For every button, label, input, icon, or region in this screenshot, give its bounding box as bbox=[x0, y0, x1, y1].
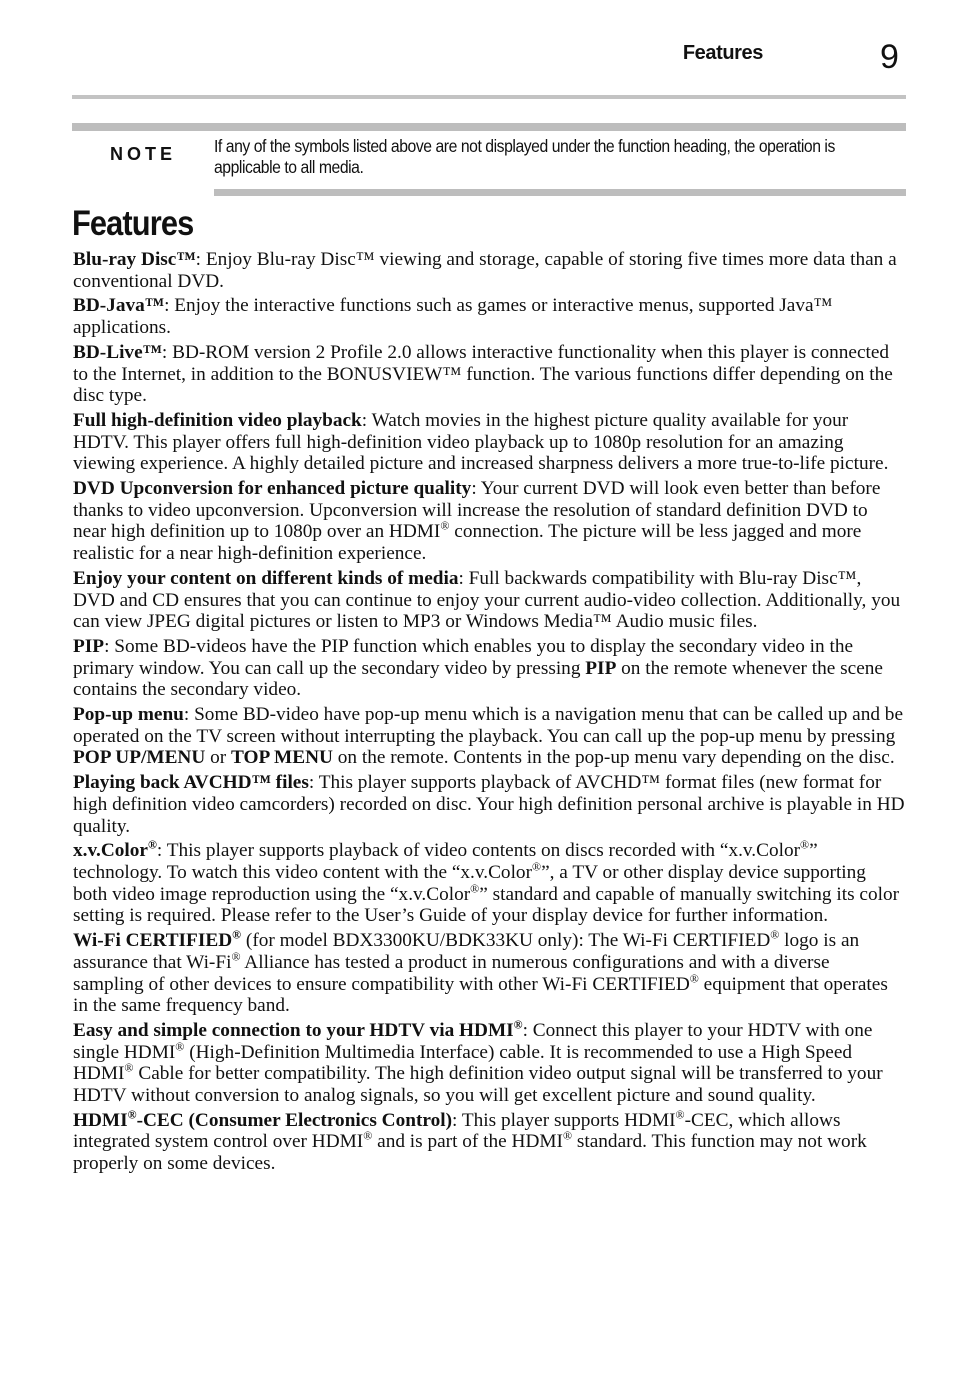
feature-term: Playing back AVCHD™ files bbox=[73, 772, 309, 794]
registered-mark: ® bbox=[532, 859, 542, 874]
feature-term: Easy and simple connection to your HDTV via HDMI® bbox=[73, 1017, 523, 1041]
note-top-bar bbox=[72, 123, 906, 131]
feature-item bbox=[73, 772, 905, 837]
registered-mark: ® bbox=[440, 519, 450, 534]
feature-item bbox=[73, 295, 905, 338]
registered-mark: ® bbox=[175, 1039, 185, 1054]
feature-item bbox=[73, 410, 905, 475]
feature-term: BD-Live™ bbox=[73, 341, 162, 363]
feature-term: DVD Upconversion for enhanced picture quality bbox=[73, 478, 472, 500]
registered-mark: ® bbox=[470, 881, 480, 896]
registered-mark: ® bbox=[231, 949, 241, 964]
registered-mark: ® bbox=[124, 1060, 134, 1075]
header-rule bbox=[72, 95, 906, 99]
feature-description: : Your current DVD will look even better than before thanks to video upconversion. Upconversion will increase the resolution of standard definition DVD to near high definition up to 1080p over an HDMI® connection. The picture will be less jagged and more realistic for a near high-definition experience. bbox=[73, 478, 881, 565]
registered-mark: ® bbox=[127, 1107, 137, 1122]
feature-item bbox=[73, 249, 905, 292]
button-name: PIP bbox=[585, 657, 617, 679]
feature-description: : Enjoy the interactive functions such as games or interactive menus, supported Java™ applications. bbox=[73, 295, 833, 339]
feature-term: Wi-Fi CERTIFIED® bbox=[73, 927, 242, 952]
feature-term: Blu-ray Disc™ bbox=[73, 249, 196, 270]
feature-description: : Watch movies in the highest picture quality available for your HDTV. This player offers full high-definition video playback up to 1080p resolution for an amazing viewing experience. A highly detailed picture and increased sharpness delivers a more true-to-life picture. bbox=[73, 409, 889, 475]
section-title: Features bbox=[72, 204, 194, 243]
page-number: 9 bbox=[880, 38, 899, 76]
feature-description: : Connect this player to your HDTV with one single HDMI® (High-Definition Multimedia Interface) cable. It is recommended to use a High Speed HDMI® Cable for better compatibility. The high definition video output signal will be transferred to your HDTV without conversion to analog signals, so you will get excellent picture and sound quality. bbox=[73, 1019, 883, 1107]
feature-description: : This player supports HDMI®-CEC, which allows integrated system control over HDMI® and is part of the HDMI® standard. This function may not work properly on some devices. bbox=[73, 1107, 867, 1175]
feature-description: on the remote. Contents in the pop-up menu vary depending on the disc. bbox=[332, 747, 895, 769]
registered-mark: ® bbox=[363, 1129, 373, 1143]
feature-item bbox=[73, 837, 905, 927]
feature-item bbox=[73, 342, 905, 407]
feature-description: : This player supports playback of AVCHD™ format files (new format for high definition video camcorders) recorded on disc. Your high definition personal archive is playable in HD quality. bbox=[73, 772, 905, 837]
feature-description: : Some BD-videos have the PIP function which enables you to display the secondary video in the primary window. You can call up the secondary video by pressing bbox=[73, 635, 854, 679]
note-text: If any of the symbols listed above are not displayed under the function heading, the operation is applicable to all media. bbox=[214, 136, 835, 177]
feature-term: Full high-definition video playback bbox=[73, 409, 362, 431]
feature-description: : BD-ROM version 2 Profile 2.0 allows interactive functionality when this player is connected to the Internet, in addition to the BONUSVIEW™ function. The various functions differ depending on the disc type. bbox=[73, 341, 893, 407]
feature-term: Enjoy your content on different kinds of media bbox=[73, 567, 459, 589]
feature-term: Pop-up menu bbox=[73, 704, 184, 726]
feature-description: : Full backwards compatibility with Blu-ray Disc™, DVD and CD ensures that you can continue to enjoy your current audio-video collection. Additionally, you can view JPEG digital pictures or listen to MP3 or Windows Media™ Audio music files. bbox=[73, 567, 901, 633]
feature-term: x.v.Color® bbox=[73, 837, 157, 862]
button-name: POP UP/MENU bbox=[73, 747, 206, 769]
feature-description: (for model BDX3300KU/BDK33KU only): The Wi-Fi CERTIFIED® logo is an assurance that Wi-Fi® Alliance has tested a product in numerous configurations and with a diverse sampling of other devices to ensure compatibility with other Wi-Fi CERTIFIED® equipment that operates in the same frequency band. bbox=[73, 927, 888, 1017]
feature-term: HDMI®-CEC (Consumer Electronics Control) bbox=[73, 1107, 453, 1131]
registered-mark: ® bbox=[513, 1017, 523, 1032]
feature-item bbox=[73, 568, 905, 633]
registered-mark: ® bbox=[562, 1129, 573, 1143]
feature-description: on the remote whenever the scene contains the secondary video. bbox=[73, 657, 883, 701]
header-section-title: Features bbox=[682, 42, 763, 64]
feature-term: PIP bbox=[73, 635, 105, 657]
feature-item bbox=[73, 1107, 905, 1175]
registered-mark: ® bbox=[800, 837, 810, 852]
registered-mark: ® bbox=[675, 1107, 685, 1122]
feature-item bbox=[73, 478, 905, 565]
feature-description: : Some BD-video have pop-up menu which is a navigation menu that can be called up and be operated on the TV screen without interrupting the playback. You can call up the pop-up menu by pressing bbox=[73, 704, 904, 747]
feature-description: : Enjoy Blu-ray Disc™ viewing and storage, capable of storing five times more data than a conventional DVD. bbox=[73, 249, 897, 292]
registered-mark: ® bbox=[232, 927, 242, 942]
note-label: NOTE bbox=[110, 144, 177, 164]
registered-mark: ® bbox=[770, 927, 780, 942]
feature-item bbox=[73, 636, 905, 701]
feature-item bbox=[73, 1017, 905, 1107]
feature-description: : This player supports playback of video contents on discs recorded with “x.v.Color®” technology. To watch this video content with the “x.v.Color®”, a TV or other display device supporting both video image reproduction using the “x.v.Color®” standard and capable of manually switching its color setting is required. Please refer to the User’s Guide of your display device for further information. bbox=[73, 837, 900, 927]
registered-mark: ® bbox=[147, 837, 157, 852]
feature-term: BD-Java™ bbox=[73, 295, 165, 317]
feature-item bbox=[73, 927, 905, 1017]
feature-item bbox=[73, 704, 905, 769]
feature-list bbox=[73, 249, 905, 1178]
note-bottom-bar bbox=[214, 189, 906, 196]
registered-mark: ® bbox=[689, 971, 699, 986]
button-name: TOP MENU bbox=[230, 747, 333, 769]
feature-description: or bbox=[205, 747, 231, 769]
